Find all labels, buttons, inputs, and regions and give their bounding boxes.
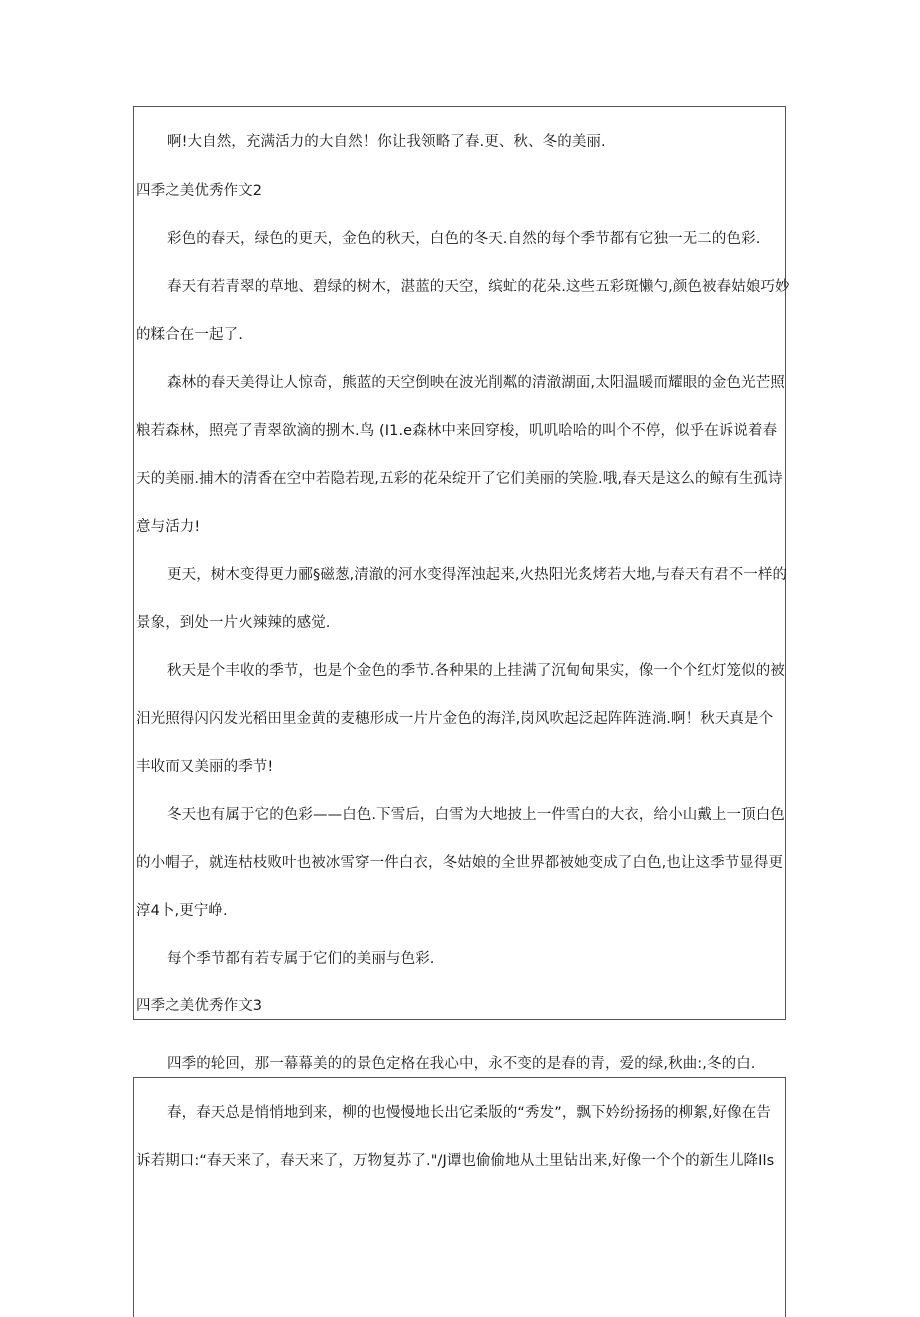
paragraph-line: 每个季节都有若专属于它们的美丽与色彩.	[167, 951, 435, 967]
paragraph-line: 汨光照得闪闪发光稻田里金黄的麦穗形成一片片金色的海洋,岗风吹起泛起阵阵涟淌.啊！秋天真是个	[136, 711, 774, 727]
paragraph-line: 丰收而又美丽的季节!	[136, 759, 274, 775]
paragraph-line: 景象，到处一片火辣辣的感觉.	[136, 615, 331, 631]
paragraph-line: 的糅合在一起了.	[136, 327, 243, 343]
paragraph-line: 意与活力!	[136, 519, 201, 535]
paragraph-line: 春，春天总是悄悄地到来，柳的也慢慢地长出它柔版的“秀发”，飘下妗纷扬扬的柳絮,好像在告	[167, 1105, 771, 1121]
paragraph-line: 春天有若青翠的草地、碧绿的树木，湛蓝的天空，缤虻的花朵.这些五彩斑懒勺,颜色被春姑娘巧妙	[167, 279, 790, 295]
paragraph-line: 的小帽子，就连枯枝败叶也被冰雪穿一件白衣，冬姑娘的全世界都被她变成了白色,也让这季节显得更	[136, 855, 784, 871]
paragraph-line: 彩色的春天，绿色的更天，金色的秋天，白色的冬天.自然的每个季节都有它独一无二的色彩.	[167, 231, 761, 247]
paragraph-line: 诉若期口:“春天来了，春天来了，万物复苏了."/J谭也偷偷地从土里钻出来,好像一个个的新生儿降Ils	[136, 1153, 775, 1169]
paragraph-line: 淳4卜,更宁峥.	[136, 903, 228, 919]
paragraph-line: 更天，树木变得更力郦§磁葱,清澈的河水变得浑浊起来,火热阳光炙烤若大地,与春天有君不一样的	[167, 567, 788, 583]
paragraph-line: 天的美丽.捕木的清香在空中若隐若现,五彩的花朵绽开了它们美丽的笑脸.哦,春天是这么的鲸有生孤诗	[136, 471, 783, 487]
paragraph-line: 秋天是个丰收的季节，也是个金色的季节.各种果的上挂满了沉甸甸果实，像一个个红灯笼似的被	[167, 663, 785, 679]
section-heading-3: 四季之美优秀作文3	[136, 998, 263, 1014]
paragraph-line: 冬天也有属于它的色彩——白色.下雪后，白雪为大地披上一件雪白的大衣，给小山戴上一顶白色	[167, 807, 785, 823]
paragraph-line: 森林的春天美得让人惊奇，熊蓝的天空倒映在波光削粼的清澈湖面,太阳温暖而耀眼的金色光芒照	[167, 375, 785, 391]
section-heading-2: 四季之美优秀作文2	[136, 183, 263, 199]
paragraph-line: 粮若森林，照亮了青翠欲滴的捌木.鸟 (I1.e森林中来回穿梭，叽叽哈哈的叫个不停，似乎在诉说着春	[136, 423, 778, 439]
paragraph-line: 啊!大自然，充满活力的大自然！你让我领略了春.更、秋、冬的美丽.	[167, 134, 606, 150]
paragraph-line: 四季的轮回，那一幕幕美的的景色定格在我心中，永不变的是春的青，爱的绿,秋曲:,冬的白.	[167, 1056, 756, 1072]
